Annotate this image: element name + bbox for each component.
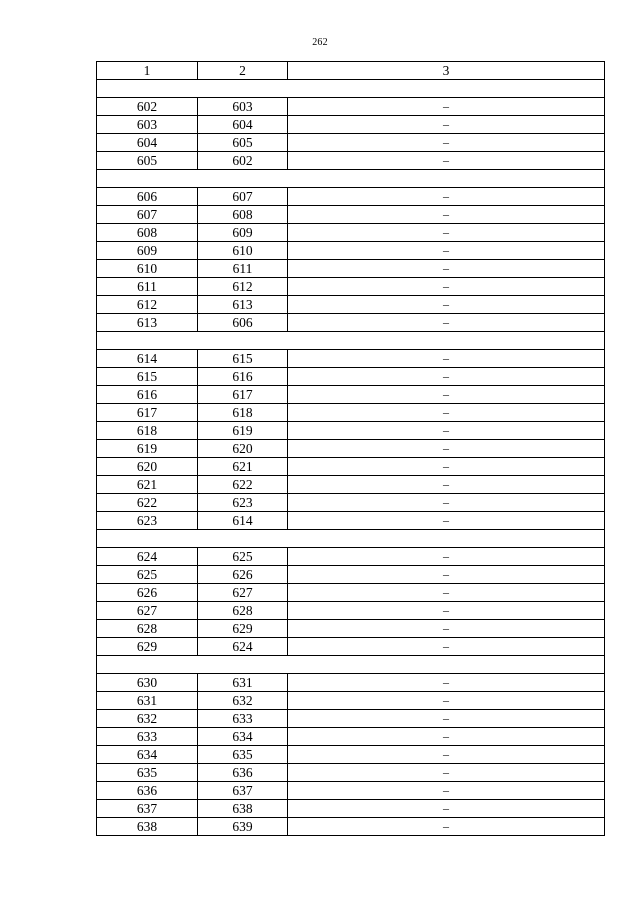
table-cell-col-2: 607: [198, 188, 288, 206]
table-cell-col-1: 633: [97, 728, 198, 746]
table-row: [97, 278, 605, 296]
data-table: [96, 61, 605, 836]
table-cell-col-3: –: [288, 620, 605, 638]
table-cell-col-2: 619: [198, 422, 288, 440]
table-row: [97, 260, 605, 278]
group-separator-cell: [97, 80, 605, 98]
table-cell-col-2: 604: [198, 116, 288, 134]
table-row: [97, 422, 605, 440]
table-cell-col-2: 628: [198, 602, 288, 620]
table-row: [97, 800, 605, 818]
table-cell-col-3: –: [288, 404, 605, 422]
table-row: [97, 494, 605, 512]
table-cell-col-3: –: [288, 242, 605, 260]
table-cell-col-1: 615: [97, 368, 198, 386]
table-cell-col-3: –: [288, 800, 605, 818]
table-cell-col-1: 618: [97, 422, 198, 440]
table-cell-col-1: 612: [97, 296, 198, 314]
table-cell-col-1: 619: [97, 440, 198, 458]
table-cell-col-2: 612: [198, 278, 288, 296]
group-separator-cell: [97, 332, 605, 350]
table-row: [97, 818, 605, 836]
table-row: [97, 620, 605, 638]
table-cell-col-3: –: [288, 350, 605, 368]
table-cell-col-1: 606: [97, 188, 198, 206]
table-row: [97, 440, 605, 458]
table-cell-col-3: –: [288, 566, 605, 584]
table-cell-col-1: 635: [97, 764, 198, 782]
table-cell-col-1: 624: [97, 548, 198, 566]
table-cell-col-1: 611: [97, 278, 198, 296]
table-cell-col-2: 624: [198, 638, 288, 656]
table-row: [97, 728, 605, 746]
table-cell-col-1: 603: [97, 116, 198, 134]
table-cell-col-2: 625: [198, 548, 288, 566]
table-cell-col-2: 605: [198, 134, 288, 152]
table-body: [97, 80, 605, 836]
table-cell-col-2: 613: [198, 296, 288, 314]
table-row: [97, 350, 605, 368]
table-cell-col-3: –: [288, 728, 605, 746]
table-row: [97, 548, 605, 566]
table-cell-col-3: –: [288, 782, 605, 800]
table-row: [97, 224, 605, 242]
table-cell-col-1: 623: [97, 512, 198, 530]
table-row: [97, 134, 605, 152]
table-row: [97, 368, 605, 386]
table-row: [97, 116, 605, 134]
table-cell-col-3: –: [288, 746, 605, 764]
table-row: [97, 404, 605, 422]
table-row: [97, 782, 605, 800]
group-separator-cell: [97, 170, 605, 188]
table-cell-col-1: 629: [97, 638, 198, 656]
table-cell-col-2: 633: [198, 710, 288, 728]
table-cell-col-3: –: [288, 458, 605, 476]
table-cell-col-3: –: [288, 602, 605, 620]
table-row: [97, 710, 605, 728]
table-cell-col-3: –: [288, 188, 605, 206]
table-cell-col-2: 637: [198, 782, 288, 800]
table-row: [97, 314, 605, 332]
table-cell-col-2: 639: [198, 818, 288, 836]
table-cell-col-1: 625: [97, 566, 198, 584]
table-row: [97, 242, 605, 260]
group-separator-cell: [97, 530, 605, 548]
table-cell-col-1: 620: [97, 458, 198, 476]
table-cell-col-1: 621: [97, 476, 198, 494]
table-cell-col-1: 602: [97, 98, 198, 116]
table-row: [97, 602, 605, 620]
table-cell-col-1: 638: [97, 818, 198, 836]
table-row: [97, 566, 605, 584]
table-row: [97, 296, 605, 314]
table-cell-col-1: 608: [97, 224, 198, 242]
table-cell-col-3: –: [288, 764, 605, 782]
table-cell-col-2: 634: [198, 728, 288, 746]
table-cell-col-1: 626: [97, 584, 198, 602]
table-header: [97, 62, 605, 80]
table-row: [97, 206, 605, 224]
group-separator-row: [97, 170, 605, 188]
table-cell-col-1: 605: [97, 152, 198, 170]
table-cell-col-2: 611: [198, 260, 288, 278]
table-cell-col-1: 631: [97, 692, 198, 710]
table-cell-col-3: –: [288, 224, 605, 242]
table-cell-col-2: 627: [198, 584, 288, 602]
table-cell-col-2: 638: [198, 800, 288, 818]
table-cell-col-3: –: [288, 134, 605, 152]
table-row: [97, 386, 605, 404]
header-row: [97, 62, 605, 80]
table-cell-col-2: 623: [198, 494, 288, 512]
page-number: 262: [312, 37, 328, 48]
table-cell-col-1: 627: [97, 602, 198, 620]
table-cell-col-1: 614: [97, 350, 198, 368]
table-cell-col-2: 614: [198, 512, 288, 530]
table-cell-col-3: –: [288, 674, 605, 692]
table-cell-col-3: –: [288, 476, 605, 494]
table-cell-col-1: 636: [97, 782, 198, 800]
table-cell-col-3: –: [288, 152, 605, 170]
table-cell-col-2: 616: [198, 368, 288, 386]
table-cell-col-3: –: [288, 386, 605, 404]
group-separator-row: [97, 332, 605, 350]
table-cell-col-2: 631: [198, 674, 288, 692]
table-cell-col-2: 636: [198, 764, 288, 782]
table-cell-col-2: 618: [198, 404, 288, 422]
table-row: [97, 512, 605, 530]
table-cell-col-3: –: [288, 584, 605, 602]
table-cell-col-3: –: [288, 278, 605, 296]
table-cell-col-3: –: [288, 314, 605, 332]
table-row: [97, 746, 605, 764]
table-cell-col-2: 617: [198, 386, 288, 404]
column-header-1: 1: [97, 62, 198, 80]
table-row: [97, 98, 605, 116]
table-cell-col-1: 628: [97, 620, 198, 638]
table-row: [97, 638, 605, 656]
table-cell-col-2: 603: [198, 98, 288, 116]
table-cell-col-3: –: [288, 296, 605, 314]
table-cell-col-2: 609: [198, 224, 288, 242]
table-cell-col-1: 609: [97, 242, 198, 260]
table-cell-col-3: –: [288, 368, 605, 386]
table-row: [97, 152, 605, 170]
table-cell-col-1: 613: [97, 314, 198, 332]
table-cell-col-3: –: [288, 692, 605, 710]
table-cell-col-3: –: [288, 422, 605, 440]
table-cell-col-2: 615: [198, 350, 288, 368]
table-cell-col-2: 610: [198, 242, 288, 260]
table-cell-col-3: –: [288, 260, 605, 278]
table-cell-col-3: –: [288, 440, 605, 458]
table-cell-col-3: –: [288, 494, 605, 512]
table-cell-col-2: 620: [198, 440, 288, 458]
table-cell-col-2: 622: [198, 476, 288, 494]
table-cell-col-3: –: [288, 818, 605, 836]
table-cell-col-2: 629: [198, 620, 288, 638]
table-cell-col-3: –: [288, 98, 605, 116]
table-cell-col-3: –: [288, 116, 605, 134]
table-row: [97, 584, 605, 602]
table-cell-col-1: 610: [97, 260, 198, 278]
table-cell-col-1: 616: [97, 386, 198, 404]
table-cell-col-1: 632: [97, 710, 198, 728]
table-row: [97, 764, 605, 782]
table-cell-col-2: 635: [198, 746, 288, 764]
table-row: [97, 476, 605, 494]
table-cell-col-1: 630: [97, 674, 198, 692]
table-cell-col-1: 617: [97, 404, 198, 422]
table-cell-col-1: 634: [97, 746, 198, 764]
table-cell-col-2: 621: [198, 458, 288, 476]
table-cell-col-3: –: [288, 206, 605, 224]
table-cell-col-3: –: [288, 512, 605, 530]
table-cell-col-2: 626: [198, 566, 288, 584]
table-row: [97, 692, 605, 710]
table-cell-col-3: –: [288, 548, 605, 566]
table-cell-col-1: 622: [97, 494, 198, 512]
table-cell-col-1: 607: [97, 206, 198, 224]
table-row: [97, 458, 605, 476]
table-cell-col-1: 604: [97, 134, 198, 152]
table-cell-col-3: –: [288, 638, 605, 656]
table-cell-col-1: 637: [97, 800, 198, 818]
table-row: [97, 188, 605, 206]
table-cell-col-2: 602: [198, 152, 288, 170]
group-separator-row: [97, 80, 605, 98]
table-cell-col-3: –: [288, 710, 605, 728]
table-cell-col-2: 606: [198, 314, 288, 332]
group-separator-row: [97, 656, 605, 674]
table-cell-col-2: 632: [198, 692, 288, 710]
table-cell-col-2: 608: [198, 206, 288, 224]
group-separator-row: [97, 530, 605, 548]
column-header-3: 3: [288, 62, 605, 80]
table-row: [97, 674, 605, 692]
group-separator-cell: [97, 656, 605, 674]
column-header-2: 2: [198, 62, 288, 80]
